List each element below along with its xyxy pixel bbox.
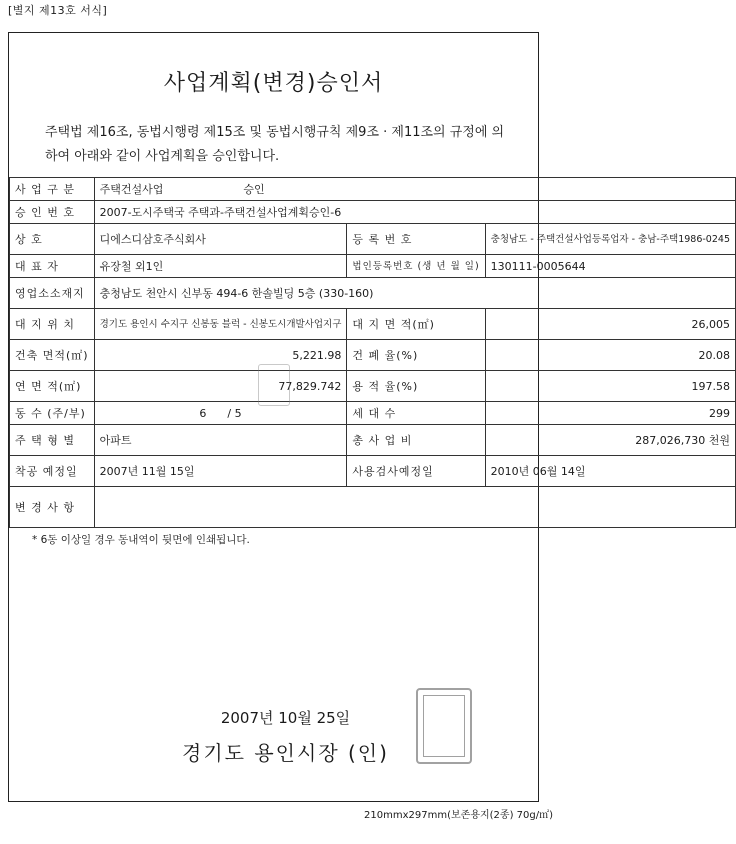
sub-buildings-value: / 5 xyxy=(227,406,242,420)
form-code: [별지 제13호 서식] xyxy=(8,4,108,17)
table-row xyxy=(10,425,736,456)
buildings-value xyxy=(94,402,347,425)
table-row xyxy=(10,201,736,224)
corp-reg-label: 법인등록번호 (생 년 월 일) xyxy=(347,255,485,278)
building-area-value: 5,221.98 xyxy=(94,340,347,371)
corp-reg-value: 130111-0005644 xyxy=(485,255,735,278)
building-area-label: 건축 면적(㎡) xyxy=(10,340,95,371)
housing-type-label: 주 택 형 별 xyxy=(10,425,95,456)
table-row xyxy=(10,487,736,528)
company-label: 상 호 xyxy=(10,224,95,255)
table-row xyxy=(10,309,736,340)
table-row xyxy=(10,402,736,425)
total-cost-value: 287,026,730 천원 xyxy=(485,425,735,456)
floor-area-label: 연 면 적(㎡) xyxy=(10,371,95,402)
registration-no-value: 충청남도 - 주택건설사업등록업자 - 충남-주택1986-0245 xyxy=(485,224,735,255)
intro-text: 주택법 제16조, 동법시행령 제15조 및 동법시행규칙 제9조 · 제11조의 규정에 의하여 아래와 같이 사업계획을 승인합니다. xyxy=(45,125,505,164)
changes-value xyxy=(94,487,735,528)
inspection-value: 2010년 06월 14일 xyxy=(485,456,735,487)
coverage-value: 20.08 xyxy=(485,340,735,371)
main-buildings-value: 6 xyxy=(199,406,207,420)
office-label: 영업소소재지 xyxy=(10,278,95,309)
total-cost-label: 총 사 업 비 xyxy=(347,425,485,456)
table-row xyxy=(10,178,736,201)
footnote: * 6동 이상일 경우 동내역이 뒷면에 인쇄됩니다. xyxy=(32,534,250,546)
households-label: 세 대 수 xyxy=(347,402,485,425)
households-value: 299 xyxy=(485,402,735,425)
start-label: 착공 예정일 xyxy=(10,456,95,487)
paper-spec: 210mmx297mm(보존용지(2종) 70g/㎡) xyxy=(364,810,553,821)
far-label: 용 적 율(%) xyxy=(347,371,485,402)
issuer-name: 경기도 용인시장 (인) xyxy=(182,741,389,765)
issue-date: 2007년 10월 25일 xyxy=(220,709,351,727)
table-row xyxy=(10,371,736,402)
coverage-label: 건 폐 율(%) xyxy=(347,340,485,371)
approval-table xyxy=(9,177,736,528)
table-row xyxy=(10,340,736,371)
changes-label: 변 경 사 항 xyxy=(10,487,95,528)
table-row xyxy=(10,224,736,255)
business-type-value xyxy=(94,178,735,201)
floor-area-value: 77,829.742 xyxy=(94,371,347,402)
approval-no-value: 2007-도시주택국 주택과-주택건설사업계획승인-6 xyxy=(94,201,735,224)
far-value: 197.58 xyxy=(485,371,735,402)
buildings-label: 동 수 (주/부) xyxy=(10,402,95,425)
representative-label: 대 표 자 xyxy=(10,255,95,278)
site-area-label: 대 지 면 적(㎡) xyxy=(347,309,485,340)
approval-kind-text: 승인 xyxy=(243,183,265,196)
document-title: 사업계획(변경)승인서 xyxy=(163,71,384,96)
registration-no-label: 등 록 번 호 xyxy=(347,224,485,255)
site-value: 경기도 용인시 수지구 신봉동 블럭 - 신봉도시개발사업지구 xyxy=(94,309,347,340)
representative-value: 유장철 외1인 xyxy=(94,255,347,278)
table-row xyxy=(10,456,736,487)
business-type-text: 주택건설사업 xyxy=(99,183,164,196)
inspection-label: 사용검사예정일 xyxy=(347,456,485,487)
table-row xyxy=(10,255,736,278)
table-row xyxy=(10,278,736,309)
stamp-mark xyxy=(258,364,290,406)
start-value: 2007년 11월 15일 xyxy=(94,456,347,487)
business-type-label: 사 업 구 분 xyxy=(10,178,95,201)
housing-type-value: 아파트 xyxy=(94,425,347,456)
approval-no-label: 승 인 번 호 xyxy=(10,201,95,224)
company-value: 디에스디삼호주식회사 xyxy=(94,224,347,255)
site-label: 대 지 위 치 xyxy=(10,309,95,340)
site-area-value: 26,005 xyxy=(485,309,735,340)
official-seal xyxy=(416,688,472,764)
office-value: 충청남도 천안시 신부동 494-6 한솔빌딩 5층 (330-160) xyxy=(94,278,735,309)
